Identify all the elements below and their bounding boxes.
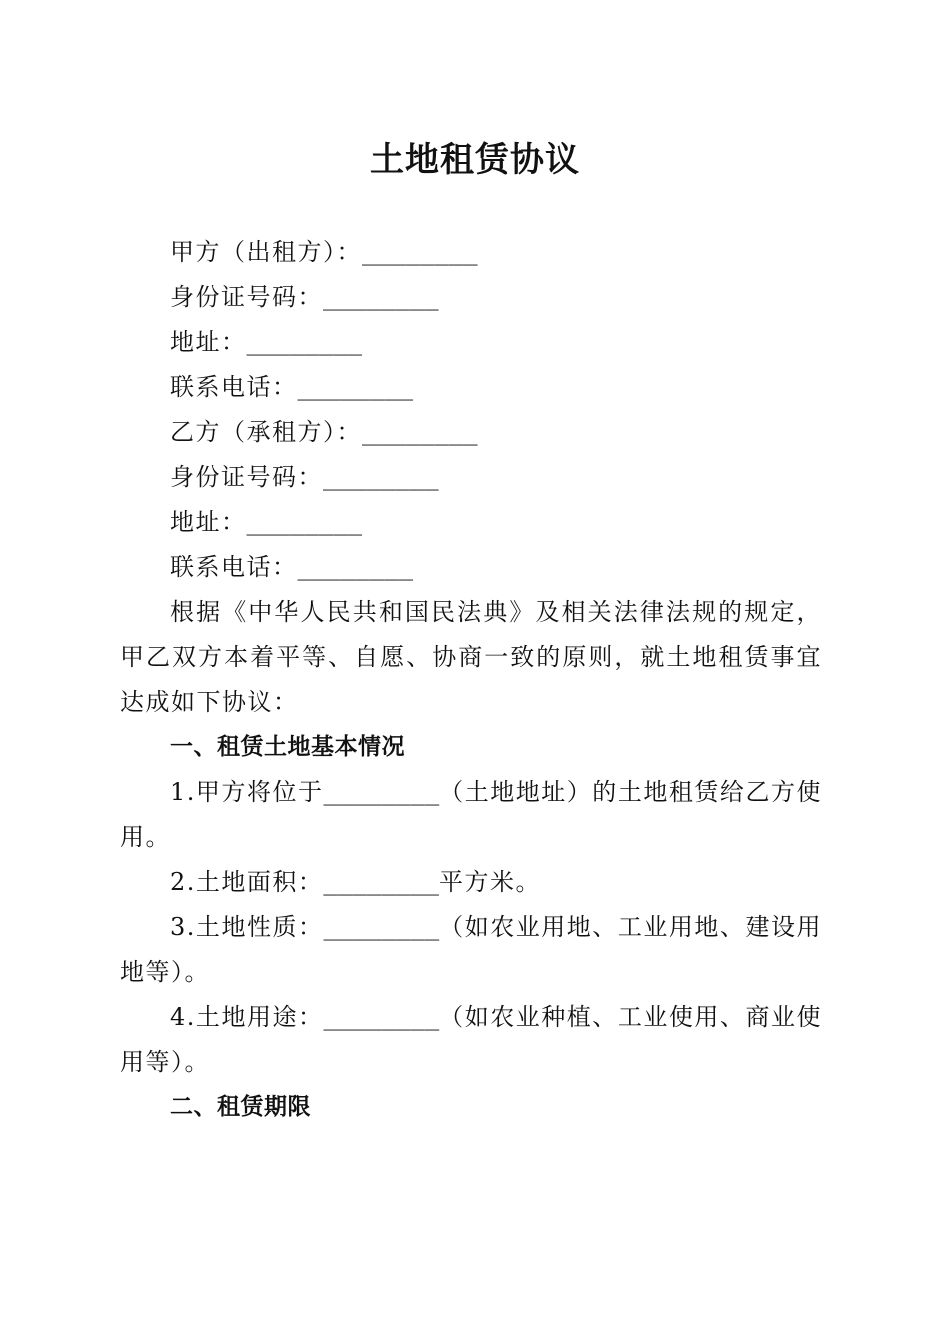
party-a-blank: ________	[362, 238, 478, 266]
section-1-item-1	[120, 770, 822, 860]
item-4-prefix: 4.土地用途：	[170, 1003, 324, 1031]
party-a-phone-line	[120, 365, 822, 410]
party-a-address-blank: ________	[246, 328, 363, 356]
section-2-heading: 二、租赁期限	[170, 1094, 311, 1120]
party-a-id-blank: ________	[323, 283, 439, 311]
party-a-id-label: 身份证号码：	[170, 283, 323, 311]
party-b-address-line	[120, 500, 822, 545]
party-a-address-label: 地址：	[170, 328, 247, 356]
section-1-item-3	[120, 905, 822, 995]
party-b-id-line	[120, 455, 822, 500]
document-body	[120, 230, 822, 1130]
party-a-address-line	[120, 320, 822, 365]
party-b-blank: ________	[362, 418, 478, 446]
party-a-phone-label: 联系电话：	[170, 373, 298, 401]
party-b-id-label: 身份证号码：	[170, 463, 323, 491]
item-4-suffix: （如农业种植、工业使用、商业使用等）。	[120, 1003, 822, 1076]
item-2-prefix: 2.土地面积：	[170, 868, 324, 896]
party-b-line	[120, 410, 822, 455]
party-b-label: 乙方（承租方）：	[170, 418, 362, 446]
party-b-id-blank: ________	[323, 463, 439, 491]
item-3-blank: ________	[323, 913, 440, 941]
party-a-line	[120, 230, 822, 275]
section-1-heading: 一、租赁土地基本情况	[170, 734, 405, 760]
party-a-phone-blank: ________	[297, 373, 414, 401]
party-b-phone-line	[120, 545, 822, 590]
item-1-suffix: （土地地址）的土地租赁给乙方使用。	[120, 778, 822, 851]
item-1-prefix: 1.甲方将位于	[170, 778, 324, 806]
item-2-blank: ________	[323, 868, 439, 896]
document-title: 土地租赁协议	[370, 140, 580, 180]
item-1-blank: ________	[323, 778, 440, 806]
party-b-address-blank: ________	[246, 508, 363, 536]
party-b-phone-blank: ________	[297, 553, 414, 581]
party-a-label: 甲方（出租方）：	[170, 238, 362, 266]
preamble-paragraph: 根据《中华人民共和国民法典》及相关法律法规的规定，甲乙双方本着平等、自愿、协商一致的原则，就土地租赁事宜达成如下协议：	[120, 598, 822, 716]
party-a-id-line	[120, 275, 822, 320]
item-2-suffix: 平方米。	[439, 868, 541, 896]
item-3-prefix: 3.土地性质：	[170, 913, 324, 941]
party-b-phone-label: 联系电话：	[170, 553, 298, 581]
item-3-suffix: （如农业用地、工业用地、建设用地等）。	[120, 913, 822, 986]
item-4-blank: ________	[323, 1003, 440, 1031]
section-1-item-4	[120, 995, 822, 1085]
party-b-address-label: 地址：	[170, 508, 247, 536]
section-1-item-2	[120, 860, 822, 905]
